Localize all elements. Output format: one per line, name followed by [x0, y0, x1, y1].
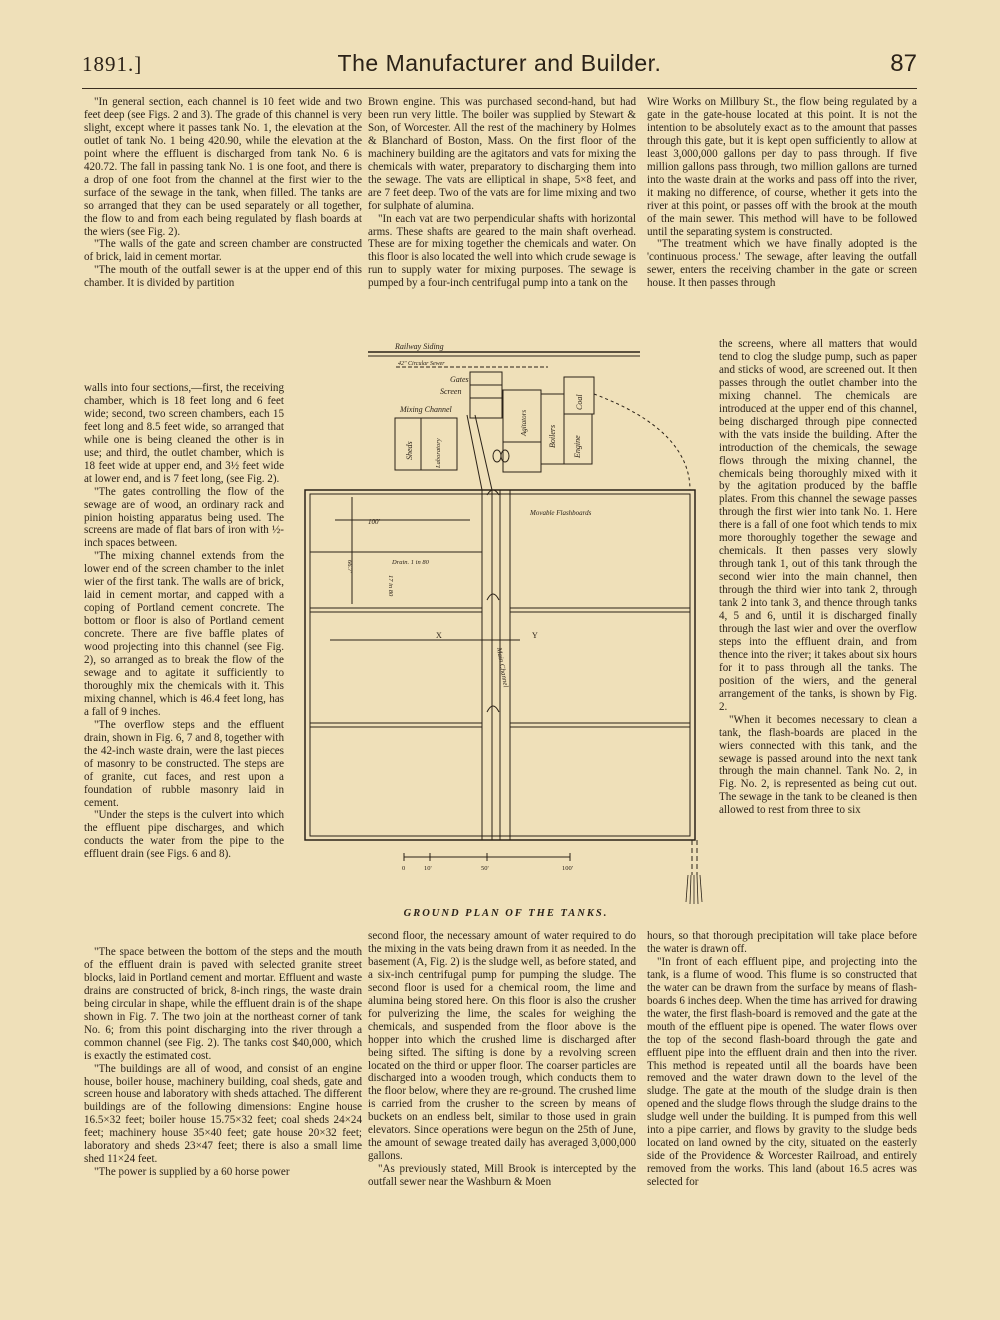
label-circular-sewer: 42" Circular Sewer: [398, 361, 445, 367]
paragraph: the screens, where all matters that would tend to clog the sludge pump, such as paper and sticks of wood, are screened out. It then passes through the outlet chamber into the mixing channel. The chemicals are introduced at the upper end of this channel, being discharged through pipe connected with the vats inside the building. After the introduction of the chemicals, the sewage flows through the mixing channel, the chemicals being thoroughly mixed with it by the agitation produced by the baffle plates. From this channel the sewage passes through the first wier into tank No. 1. Here there is a fall of one foot which tends to mix more thoroughly together the sewage and chemicals. It then passes very slowly through tank 1, out of this tank through the second wier into the main channel, then through the third wier into tank 2, through tank 2 into tank 3, and thence through tanks 4, 5 and 6, until it is discharged finally through the last wier and over the overflow steps into the effluent drain, and from thence into the river; it takes about six hours for it to pass through all the tanks. The position of the wiers, and the general arrangement of the tanks, is shown by Fig. 2.: [719, 338, 917, 713]
paragraph: hours, so that thorough precipitation will take place before the water is drawn off.: [647, 930, 917, 955]
label-dim-17: 17 in 80: [387, 575, 394, 597]
journal-title: The Manufacturer and Builder.: [337, 50, 662, 76]
label-dim-100: 100': [368, 518, 380, 526]
column-1-narrow: [84, 382, 284, 861]
paragraph: "In general section, each channel is 10 feet wide and two feet deep (see Figs. 2 and 3). The grade of this channel is very slight, except where it passes tank No. 1, the elevation at the outlet of tank No. 1 being 420.90, while the elevation at the point where the effluent is discharged from tank No. 6 is 420.72. The fall in passing tank No. 1 is one foot, and there is a drop of one foot from the channel at the first wier to the surface of the sewage in the tank, when filled. The tanks are so arranged that they can be used separately or all together, the flow to and from each being regulated by flash boards at the wiers (see Fig. 2).: [84, 96, 362, 238]
scale-10: 10': [424, 865, 432, 872]
paragraph: "In front of each effluent pipe, and projecting into the tank, is a flume of wood. This flume is so constructed that the water can be drawn from the surface by means of flash-boards 6 inches deep. When the time has arrived for drawing the water, the first flash-board is removed and the gate at the mouth of the effluent pipe is opened. The water flows over the top of the second flash-board through the gate and effluent pipe into the effluent drain and then into the river. This method is repeated until all the boards have been removed and the water drawn down to the level of the sludge. The gate at the mouth of the sludge drain is then opened and the sludge flows through the sludge drains to the sludge well under the building. It is pumped from this well into a pipe carrier, and flows by gravity to the sludge beds located on land owned by the city, situated on the easterly side of the Providence & Worcester Railroad, and entirely removed from the works. This land (about 16.5 acres was selected for: [647, 955, 917, 1189]
scale-50: 50': [481, 865, 489, 872]
paragraph: "The overflow steps and the effluent drain, shown in Fig. 6, 7 and 8, together with the 42-inch waste drain, were the last pieces of masonry to be constructed. The steps are of granite, cut faces, and rest upon a foundation of rubble masonry laid in cement.: [84, 718, 284, 809]
paragraph: Brown engine. This was purchased second-hand, but had been run very little. The boiler was supplied by Stewart & Son, of Worcester. All the rest of the machinery by Holmes & Blanchard of Boston, Mass. On the first floor of the machinery building are the agitators and vats for mixing the chemicals with water, preparatory to discharging them into the sewage. The vats are elliptical in shape, 5×8 feet, and are 7 feet deep. Two of the vats are for lime mixing and two for sulphate of alumina.: [368, 96, 636, 212]
label-mixing-channel: Mixing Channel: [400, 405, 452, 414]
paragraph: "Under the steps is the culvert into which the effluent pipe discharges, and which conducts the water from the pipe to the effluent drain (see Figs. 6 and 8).: [84, 809, 284, 861]
paragraph: "In each vat are two perpendicular shafts with horizontal arms. These shafts are geared to the main shaft overhead. These are for mixing together the chemicals and water. On this floor is also located the well into which crude sewage is run to supply water for mixing purposes. The sewage is pumped by a four-inch centrifugal pump into a tank on the: [368, 212, 636, 290]
figure-caption: GROUND PLAN OF THE TANKS.: [403, 908, 609, 919]
paragraph: "The buildings are all of wood, and consist of an engine house, boiler house, machinery building, coal sheds, gate and screen house and laboratory with sheds attached. The different buildings are of the following dimensions: Engine house 16.5×32 feet; boiler house 15.75×32 feet; coal sheds 24×24 feet; machinery house 35×40 feet; gate house 20×32 feet; laboratory and sheds 23×47 feet; there is also a small lime shed 11×24 feet.: [84, 1062, 362, 1166]
label-engine: Engine: [573, 435, 582, 458]
label-main-channel: Main Channel: [495, 646, 510, 688]
column-3-top: [647, 96, 917, 290]
scale-100: 100': [562, 865, 573, 872]
column-1-top: [84, 96, 362, 290]
column-3-narrow: [719, 338, 917, 817]
paragraph: "The space between the bottom of the steps and the mouth of the effluent drain is paved with selected granite street blocks, laid in Portland cement and mortar. Effluent and waste drains are constructed of brick, 8-inch rings, the waste drain being circular in shape, while the effluent drain is of the shape shown in Fig. 7. The two join at the northeast corner of tank No. 6; from this point discharging into the river through a common channel (see Fig. 2). The tanks cost $40,000, which is exactly the estimated cost.: [84, 946, 362, 1062]
paragraph: Wire Works on Millbury St., the flow being regulated by a gate in the gate-house located at this point. It is not the intention to be absolutely exact as to the amount that passes through this gate, but it is kept open sufficiently to allow at least 3,000,000 gallons per day to pass through. If five million gallons pass through, two million gallons are turned into the waste drain at the works and pass off into the river, it making no difference, of course, whether it gets into the river at this point, or passes off with the brook at the mouth of the main sewer. This method will have to be followed until the separating system is constructed.: [647, 96, 917, 238]
column-3-bottom: [647, 930, 917, 1189]
paragraph: walls into four sections,—first, the receiving chamber, which is 18 feet long and 6 feet wide; second, two screen chambers, each 15 feet long and 8.5 feet wide, so arranged that while one is being cleaned the other is in use; and third, the outlet chamber, which is 18 feet wide at upper end, and 3½ feet wide at lower end, and is 7 feet long, (see Fig. 2).: [84, 382, 284, 485]
label-gates: Gates: [450, 375, 469, 384]
paragraph: "The walls of the gate and screen chamber are constructed of brick, laid in cement mortar.: [84, 238, 362, 264]
ground-plan-figure: [292, 340, 722, 910]
column-2-bottom: [368, 930, 636, 1189]
label-coal: Coal: [575, 394, 584, 410]
label-x: X: [436, 631, 442, 640]
paragraph: "The mixing channel extends from the lower end of the screen chamber to the inlet wier of the first tank. The walls are of brick, laid in cement mortar, and capped with a coping of Portland cement concrete. The bottom or floor is also of Portland cement concrete. There are five baffle plates of wood projecting into this channel (see Fig. 2), so arranged as to break the flow of the sewage and to agitate it sufficiently to thoroughly mix the chemicals with it. This mixing channel, which is 46.4 feet long, has a fall of 9 inches.: [84, 550, 284, 718]
paragraph: "The mouth of the outfall sewer is at the upper end of this chamber. It is divided by partition: [84, 264, 362, 290]
scale-0: 0: [402, 865, 406, 872]
header-rule: [82, 88, 917, 89]
paragraph: "The power is supplied by a 60 horse power: [94, 1166, 290, 1179]
paragraph: "When it becomes necessary to clean a tank, the flash-boards are placed in the wiers connected with this tank, and the sewage is passed around into the next tank through the main channel. Tank No. 2, in Fig. No. 2, is represented as being cut out. The sewage in the tank to be cleaned is then allowed to rest from three to six: [719, 713, 917, 817]
label-drain: Drain. 1 in 80: [392, 559, 429, 566]
label-agitators: Agitators: [520, 409, 528, 436]
label-railway-siding: Railway Siding: [395, 342, 444, 351]
column-1-bottom: [84, 946, 362, 1179]
paragraph: second floor, the necessary amount of water required to do the mixing in the vats being drawn from it as needed. In the basement (A, Fig. 2) is the sludge well, as before stated, and a six-inch centrifugal pump for pumping the sludge. The second floor is used for a chemical room, the lime and alumina being stored here. On this floor is also the crusher for pulverizing the lime, the scales for weighing the chemicals, and suspended from the floor above is the hopper into which the crushed lime is discharged after being sifted. The sifting is done by a revolving screen located on the third or upper floor. The coarser particles are discharged into a wooden trough, which conducts them to the floor below, where they are re-ground. The crushed lime is carried from the crusher to the screen by means of buckets on an endless belt, similar to those used in grain elevators. Since operations were begun on the 25th of June, the amount of sewage treated daily has averaged 3,000,000 gallons.: [368, 930, 636, 1163]
paragraph: "As previously stated, Mill Brook is intercepted by the outfall sewer near the Washburn & Moen: [368, 1163, 636, 1189]
label-movable-flashboards: Movable Flashboards: [530, 509, 592, 517]
label-sheds: Sheds: [405, 441, 414, 460]
label-y: Y: [532, 631, 538, 640]
label-laboratory: Laboratory: [435, 438, 442, 468]
column-2-top: [368, 96, 636, 290]
page-header: [82, 50, 917, 86]
paragraph: "The treatment which we have finally adopted is the 'continuous process.' The sewage, after leaving the outfall sewer, enters the receiving chamber in the gate or screen house. It then passes through: [647, 238, 917, 290]
label-boilers: Boilers: [548, 424, 557, 448]
paragraph: "The gates controlling the flow of the sewage are of wood, an ordinary rack and pinion hoisting apparatus being used. The screens are made of flat bars of iron with ½-inch spaces between.: [84, 485, 284, 550]
header-year: 1891.]: [82, 52, 143, 76]
page-number: 87: [890, 50, 917, 77]
label-dim-66: 66.7': [346, 560, 353, 573]
label-screen: Screen: [440, 387, 462, 396]
